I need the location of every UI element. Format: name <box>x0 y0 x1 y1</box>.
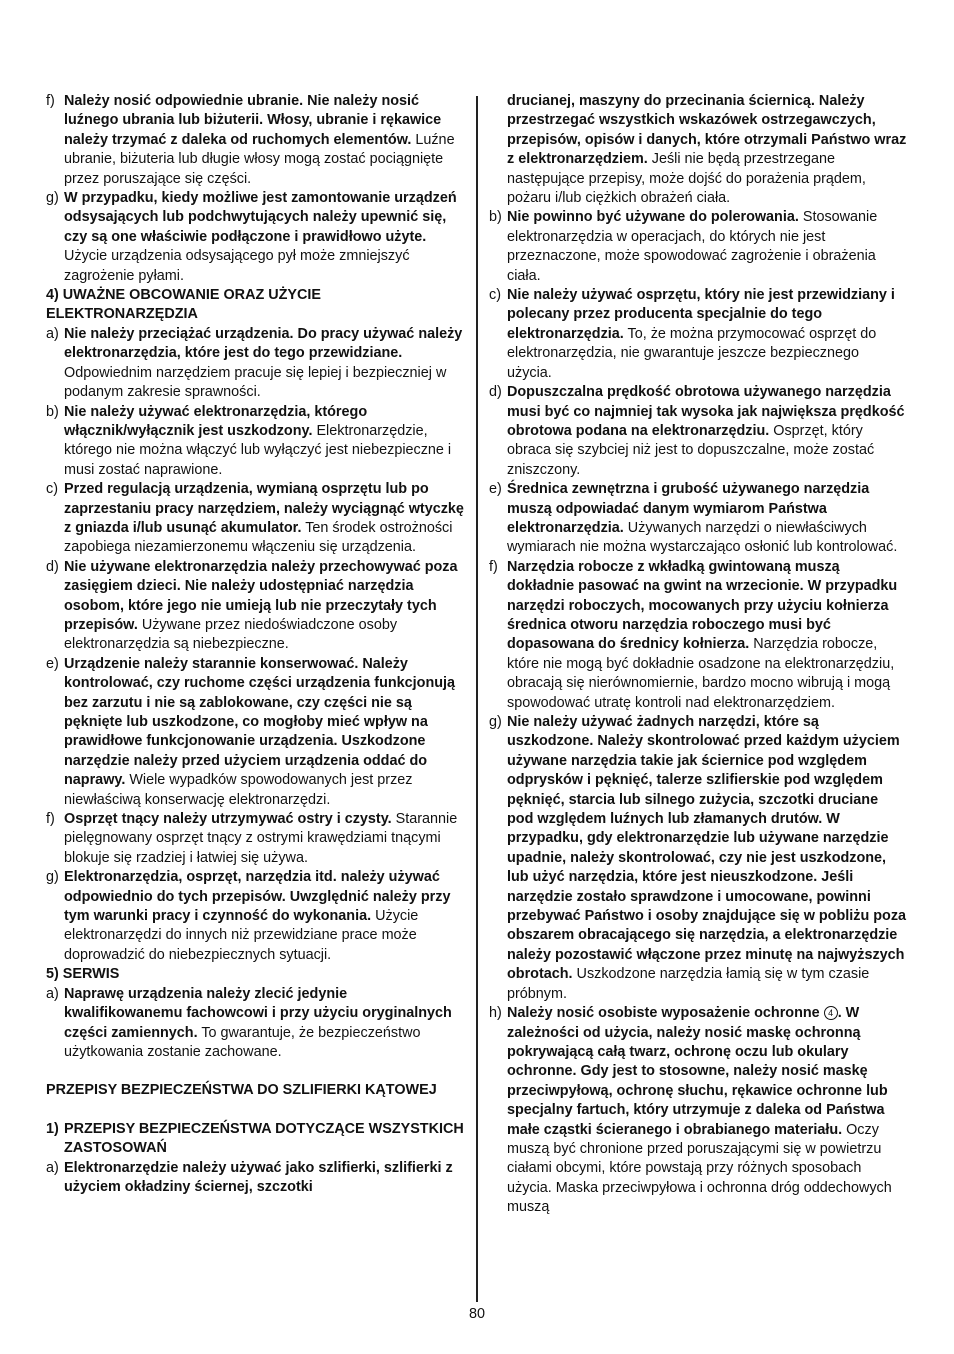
list-item: g) Elektronarzędzia, osprzęt, narzędzia itd. należy używać odpowiednio do tych przepisów. Uwzględnić należy przy tym warunki pracy i czynność do wykonania. Użycie elektronarzędzi do innych niż przewidziane prace może doprowadzić do niebezpiecznych sytuacji. <box>46 869 451 963</box>
list-item: c) Przed regulacją urządzenia, wymianą osprzętu lub po zaprzestaniu pracy narzędziem, należy wyciągnąć wtyczkę z gniazda i/lub usunąć akumulator. Ten środek ostrożności zapobiega niezamierzonemu włączeniu się urządzenia. <box>46 481 464 556</box>
figure-reference-icon: 4 <box>824 1006 838 1020</box>
spacer <box>46 1062 464 1081</box>
section-heading: 1) PRZEPISY BEZPIECZEŃSTWA DOTYCZĄCE WSZYSTKICH ZASTOSOWAŃ <box>46 1120 464 1157</box>
chapter-heading: PRZEPISY BEZPIECZEŃSTWA DO SZLIFIERKI KĄTOWEJ <box>46 1082 437 1099</box>
list-item: b) Nie należy używać elektronarzędzia, którego włącznik/wyłącznik jest uszkodzony. Elektronarzędzie, którego nie można włączyć lub wyłączyć jest niebezpieczne i musi zostać naprawione. <box>46 403 452 478</box>
section-heading: 4) UWAŻNE OBCOWANIE ORAZ UŻYCIE ELEKTRONARZĘDZIA <box>46 287 322 323</box>
list-item: b) Nie powinno być używane do polerowania. Stosowanie elektronarzędzia w operacjach, do których nie jest przeznaczone, może spowodować zagrożenie i obrażenia ciała. <box>489 209 878 284</box>
list-item: f) Narzędzia robocze z wkładką gwintowaną muszą dokładnie pasować na gwint na wrzecionie. W przypadku narzędzi roboczych, mocowanych przy użyciu kołnierza średnica otworu narzędzia roboczego musi być dopasowana do średnicy kołnierza. Narzędzia robocze, które nie mogą być dokładnie osadzone na elektronarzędziu, obracają się nierównomiernie, bardzo mocno wibrują i mogą spowodować utratę kontroli nad elektronarzędziem. <box>489 558 898 711</box>
list-item: f) Należy nosić odpowiednie ubranie. Nie należy nosić luźnego ubrania lub biżuterii. Włosy, ubranie i rękawice należy trzymać z daleka od ruchomych elementów. Luźne ubranie, biżuteria lub długie włosy mogą zostać pociągnięte przez poruszające się części. <box>46 93 455 187</box>
list-item: a) Naprawę urządzenia należy zlecić jedynie kwalifikowanemu fachowcowi i przy użyciu oryginalnych części zamiennych. To gwarantuje, że bezpieczeństwo użytkowania zostanie zachowane. <box>46 985 452 1060</box>
list-item: drucianej, maszyny do przecinania ściernicą. Należy przestrzegać wszystkich wskazówek ostrzegawczych, przepisów, opisów i danych, które otrzymali Państwo wraz z elektronarzędziem. Jeśli nie będą przestrzegane następujące przepisy, może dojść do porażenia prądem, pożaru i/lub ciężkich obrażeń ciała. <box>507 93 907 207</box>
column-divider <box>476 96 478 1302</box>
list-item: d) Dopuszczalna prędkość obrotowa używanego narzędzia musi być co najmniej tak wysoka jak największa prędkość obrotowa podana na elektronarzędziu. Osprzęt, który obraca się szybciej niż jest to dopuszczalne, może zostać zniszczony. <box>489 384 905 478</box>
list-item: g) W przypadku, kiedy możliwe jest zamontowanie urządzeń odsysających lub podchwytujących należy upewnić się, czy są one właściwie podłączone i prawidłowo użyte. Użycie urządzenia odsysającego pył może zmniejszyć zagrożenie pyłami. <box>46 190 457 284</box>
list-item: d) Nie używane elektronarzędzia należy przechowywać poza zasięgiem dzieci. Nie należy udostępniać narzędzia osobom, które jego nie umieją lub nie przeczytały tych przepisów. Używane przez niedoświadczone osoby elektronarzędzia są niebezpieczne. <box>46 558 458 653</box>
spacer <box>46 1101 464 1120</box>
list-item: c) Nie należy używać osprzętu, który nie jest przewidziany i polecany przez producenta specjalnie do tego elektronarzędzia. To, że można przymocować osprzęt do elektronarzędzia, nie gwarantuje jeszcze bezpiecznego użycia. <box>489 287 895 381</box>
left-column <box>46 92 464 1197</box>
list-item: a) Nie należy przeciążać urządzenia. Do pracy używać należy elektronarzędzia, które jest do tego przewidziane. Odpowiednim narzędziem pracuje się lepiej i bezpieczniej w podanym zakresie sprawności. <box>46 325 463 401</box>
list-item: e) Urządzenie należy starannie konserwować. Należy kontrolować, czy ruchome części urządzenia funkcjonują bez zarzutu i nie są zablokowane, czy części nie są pęknięte lub uszkodzone, co mogłoby mieć wpływ na prawidłowe funkcjonowanie urządzenia. Uszkodzone narzędzie należy przed użyciem urządzenia oddać do naprawy. Wiele wypadków spowodowanych jest przez niewłaściwą konserwację elektronarzędzi. <box>46 655 456 808</box>
list-item: f) Osprzęt tnący należy utrzymywać ostry i czysty. Starannie pielęgnowany osprzęt tnący z ostrymi krawędziami tnącymi blokuje się rzadziej i łatwiej się używa. <box>46 811 458 866</box>
page-number: 80 <box>468 1306 485 1322</box>
list-item: h) Należy nosić osobiste wyposażenie ochronne 4 . W zależności od użycia, należy nosić maskę ochronną pokrywającą całą twarz, ochronę oczu lub okulary ochronne. Gdy jest to stosowne, należy nosić maskę przeciwpyłową, ochronę słuchu, rękawice ochronne lub specjalny fartuch, który utrzymuje z daleka od Państwa małe cząstki ścieranego i obrabianego materiału. Oczy muszą być chronione przed poruszającymi się w powietrzu ciałami obcymi, które powstają przy różnych sposobach użycia. Maska przeciwpyłowa i ochronna dróg oddechowych muszą <box>489 1005 892 1216</box>
list-item: a) Elektronarzędzie należy używać jako szlifierki, szlifierki z użyciem okładziny ściernej, szczotki <box>46 1159 453 1195</box>
list-item: e) Średnica zewnętrzna i grubość używanego narzędzia muszą odpowiadać danym wymiarom Państwa elektronarzędzia. Używanych narzędzi o niewłaściwych wymiarach nie można wystarczająco osłonić lub kontrolować. <box>489 481 898 556</box>
right-column <box>489 92 907 1218</box>
section-heading: 5) SERWIS <box>46 966 120 983</box>
list-item: g) Nie należy używać żadnych narzędzi, które są uszkodzone. Należy skontrolować przed każdym użyciem używane narzędzia takie jak ściernice pod względem odprysków i pęknięć, talerze szlifierskie pod względem pęknięć, starcia lub silnego zużycia, szczotki druciane pod względem luźnych lub złamanych drutów. W przypadku, gdy elektronarzędzie lub używane narzędzie upadnie, należy skontrolować, czy nie jest uszkodzone, lub użyć narzędzia, które jest nieuszkodzone. Jeśli narzędzie zostało sprawdzone i umocowane, powinni przebywać Państwo i osoby znajdujące się w pobliżu poza obszarem obracającego się narzędzia, a elektronarzędzie należy pozostawić włączone przez minutę na najwyższych obrotach. Uszkodzone narzędzia łamią się w tym czasie próbnym. <box>489 714 907 1002</box>
